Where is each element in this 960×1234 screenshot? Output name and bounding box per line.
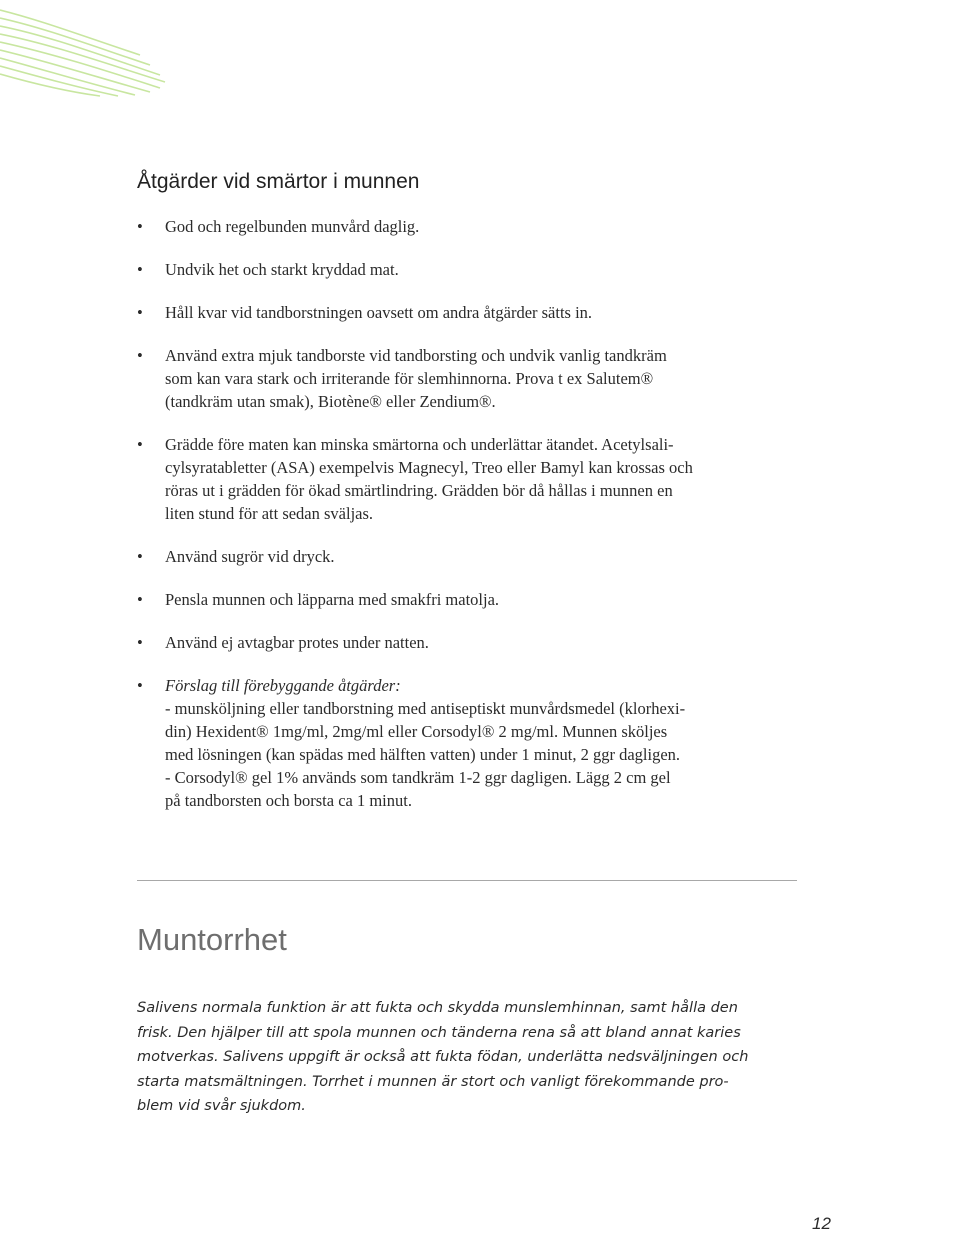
measures-list	[137, 215, 797, 812]
paragraph-line: starta matsmältningen. Torrhet i munnen är stort och vanligt förekommande pro-	[137, 1073, 729, 1090]
paragraph-line: blem vid svår sjukdom.	[137, 1098, 306, 1114]
section-title: Åtgärder vid smärtor i munnen	[137, 170, 420, 193]
measures-section	[137, 168, 797, 832]
item-text-line: - Corsodyl® gel 1% används som tandkräm 1-2 ggr dagligen. Lägg 2 cm gel	[165, 768, 671, 788]
paragraph-line: Salivens normala funktion är att fukta och skydda munslemhinnan, samt hålla den	[137, 1000, 738, 1016]
bullet-icon: •	[137, 260, 143, 280]
item-text-line: liten stund för att sedan sväljas.	[165, 504, 374, 524]
bullet-icon: •	[137, 633, 143, 653]
item-text-line: röras ut i grädden för ökad smärtlindring. Grädden bör då hållas i munnen en	[165, 481, 673, 501]
list-item	[137, 674, 797, 812]
bullet-icon: •	[137, 346, 143, 366]
item-text-line: Använd extra mjuk tandborste vid tandborsting och undvik vanlig tandkräm	[165, 346, 667, 366]
paragraph-line: frisk. Den hjälper till att spola munnen och tänderna rena så att bland annat karies	[137, 1024, 741, 1041]
list-item	[137, 433, 797, 525]
item-text: Använd sugrör vid dryck.	[165, 547, 335, 567]
bullet-icon: •	[137, 590, 143, 610]
list-item	[137, 301, 797, 324]
item-text-line: (tandkräm utan smak), Biotène® eller Zendium®.	[165, 392, 496, 412]
item-text-line: som kan vara stark och irriterande för slemhinnorna. Prova t ex Salutem®	[165, 369, 654, 389]
section-divider	[137, 880, 797, 881]
muntorrhet-heading: Muntorrhet	[137, 922, 287, 957]
list-item	[137, 258, 797, 281]
bullet-icon: •	[137, 676, 143, 696]
list-item	[137, 215, 797, 238]
item-text-line: cylsyratabletter (ASA) exempelvis Magnecyl, Treo eller Bamyl kan krossas och	[165, 458, 693, 478]
bullet-icon: •	[137, 217, 143, 237]
item-heading: Förslag till förebyggande åtgärder:	[165, 676, 401, 696]
decorative-wave-lines	[0, 0, 960, 140]
list-item	[137, 344, 797, 413]
item-text: Håll kvar vid tandborstningen oavsett om andra åtgärder sätts in.	[165, 303, 593, 323]
list-item	[137, 588, 797, 611]
paragraph-line: motverkas. Salivens uppgift är också att fukta födan, underlätta nedsväljningen och	[137, 1049, 749, 1065]
item-text: God och regelbunden munvård daglig.	[165, 217, 420, 237]
item-text-line: Grädde före maten kan minska smärtorna och underlättar ätandet. Acetylsali-	[165, 435, 674, 455]
item-text: Pensla munnen och läpparna med smakfri matolja.	[165, 590, 500, 610]
bullet-icon: •	[137, 435, 143, 455]
item-text-line: din) Hexident® 1mg/ml, 2mg/ml eller Corsodyl® 2 mg/ml. Munnen sköljes	[165, 722, 668, 742]
bullet-icon: •	[137, 547, 143, 567]
list-item	[137, 631, 797, 654]
bullet-icon: •	[137, 303, 143, 323]
item-text-line: på tandborsten och borsta ca 1 minut.	[165, 791, 412, 811]
item-text-line: - munsköljning eller tandborstning med antiseptiskt munvårdsmedel (klorhexi-	[165, 699, 686, 719]
list-item	[137, 545, 797, 568]
muntorrhet-paragraph	[137, 996, 797, 1119]
item-text: Använd ej avtagbar protes under natten.	[165, 633, 429, 653]
item-text: Undvik het och starkt kryddad mat.	[165, 260, 399, 280]
item-text-line: med lösningen (kan spädas med hälften vatten) under 1 minut, 2 ggr dagligen.	[165, 745, 681, 765]
page-number: 12	[812, 1214, 831, 1233]
